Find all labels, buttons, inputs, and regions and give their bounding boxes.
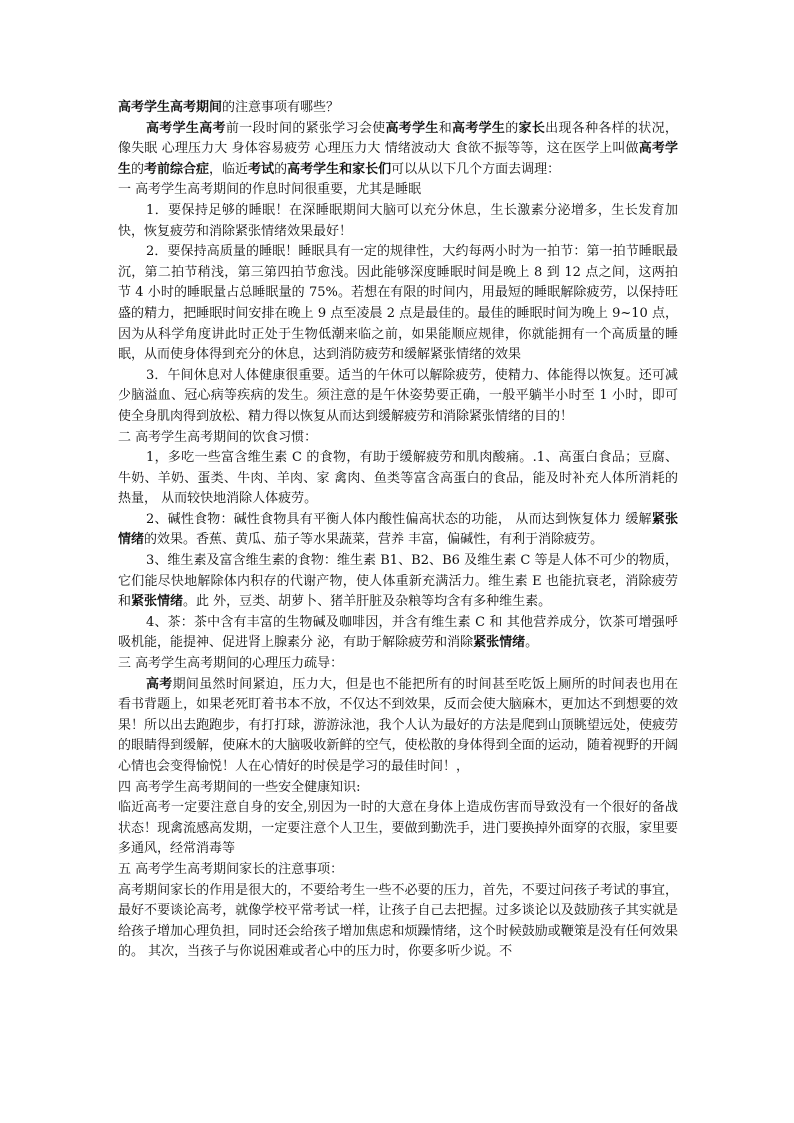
section-2-paragraph [118, 613, 678, 654]
intro-bold: 家长 [518, 120, 546, 136]
section-1-paragraph: 2．要保持高质量的睡眠！睡眠具有一定的规律性，大约每两小时为一拍节：第一拍节睡眠最沉，第二拍节稍浅，第三第四拍节愈浅。因此能够深度睡眠时间是晚上 8 到 12 点之间，这两拍节 4 小时的睡眠量占总睡眠量的 75%。若想在有限的时间内，用最短的睡眠解除疲劳，以保持旺盛的精力，把睡眠时间安排在晚上 9 点至凌晨 2 点是最佳的。最佳的睡眠时间为晚上 9~10 点，因为从科学角度讲此时正处于生物低潮来临之前，如果能顺应规律，你就能拥有一个高质量的睡眠，从而使身体得到充分的休息，达到消防疲劳和缓解紧张情绪的效果 [118, 244, 678, 363]
paragraph-text: 4、茶：茶中含有丰富的生物碱及咖啡因，并含有维生素 C 和 其他营养成分，饮茶可增强呼吸机能，能提神、促进肾上腺素分 泌，有助于解除疲劳和消除 [118, 614, 678, 651]
section-1-paragraph: 1．要保持足够的睡眠！在深睡眠期间大脑可以充分休息，生长激素分泌增多，生长发育加快，恢复疲劳和消除紧张情绪效果最好！ [118, 202, 678, 239]
intro-bold: 高考学生 [118, 141, 678, 177]
title-rest: 的注意事项有哪些？ [222, 100, 340, 115]
paragraph-text: 2、碱性食物：碱性食物具有平衡人体内酸性偏高状态的功能， 从而达到恢复体力 缓解 [146, 511, 652, 527]
section-5-heading: 五 高考学生高考期间家长的注意事项： [118, 861, 344, 877]
title-bold: 高考学生高考期间 [118, 100, 223, 115]
section-3-paragraph [118, 675, 678, 778]
section-2-heading: 二 高考学生高考期间的饮食习惯： [118, 429, 318, 445]
section-4-heading: 四 高考学生高考期间的一些安全健康知识: [118, 779, 361, 795]
intro-text: 的 [131, 161, 145, 177]
paragraph-text: 。 [525, 635, 539, 651]
intro-paragraph [118, 119, 678, 181]
section-5-paragraph: 高考期间家长的作用是很大的，不要给考生一些不必要的压力，首先，不要过问孩子考试的事宜，最好不要谈论高考，就像学校平常考试一样，让孩子自己去把握。过多谈论以及鼓励孩子其实就是给孩子增加心理负担，同时还会给孩子增加焦虑和烦躁情绪，这个时候鼓励或鞭策是没有任何效果的。 其次，当孩子与你说困难或者心中的压力时，你要多听少说。不 [118, 882, 678, 960]
paragraph-text: 的效果。香蕉、黄瓜、茄子等水果蔬菜，营养 丰富，偏碱性，有利于消除疲劳。 [144, 532, 604, 548]
intro-text: 的 [505, 120, 519, 136]
paragraph-text: 。此 外，豆类、胡萝卜、猪羊肝脏及杂粮等均含有多种维生素。 [183, 594, 552, 610]
paragraph-bold: 紧张情绪 [473, 635, 526, 651]
intro-bold: 高考学生高考 [146, 120, 226, 136]
section-2-paragraph [118, 551, 678, 613]
section-3-heading: 三 高考学生高考期间的心理压力疏导： [118, 656, 344, 672]
section-2-paragraph [118, 510, 678, 551]
intro-text: 的 [274, 161, 288, 177]
section-2-paragraph: 1，多吃一些富含维生素 C 的食物，有助于缓解疲劳和肌肉酸痛。.1、高蛋白食品；豆腐、牛奶、羊奶、蛋类、牛肉、羊肉、家 禽肉、鱼类等富含高蛋白的食品，能及时补充人体所消耗的热量， 从而较快地消除人体疲劳。 [118, 450, 678, 507]
intro-text: 可以从以下几个方面去调理： [391, 161, 561, 177]
paragraph-text: 期间虽然时间紧迫，压力大，但是也不能把所有的时间甚至吃饭上厕所的时间表也用在看书背题上，如果老死盯着书本不放，不仅达不到效果，反而会使大脑麻木，更加达不到想要的效果！所以出去跑跑步，有打打球，游游泳池，我个人认为最好的方法是爬到山顶眺望远处，使疲劳的眼睛得到缓解，使麻木的大脑吸收新鲜的空气，使松散的身体得到全面的运动，随着视野的开阔心情也会变得愉悦！人在心情好的时侯是学习的最佳时间！， [118, 676, 678, 774]
section-1-paragraph: 3．午间休息对人体健康很重要。适当的午休可以解除疲劳，使精力、体能得以恢复。还可减少脑溢血、冠心病等疾病的发生。须注意的是午休姿势要正确，一般平躺半小时至 1 小时，即可使全身肌肉得到放松、精力得以恢复从而达到缓解疲劳和消除紧张情绪的目的！ [118, 367, 678, 424]
document-page [118, 98, 678, 963]
intro-text: 和 [438, 120, 453, 136]
intro-text: 出现各种各样的状况，像失眠 心理压力大 身体容易疲劳 心理压力大 情绪波动大 食欲不振等等，这在医学上叫做 [118, 120, 678, 157]
intro-bold: 考试 [248, 161, 275, 177]
section-4-paragraph: 临近高考一定要注意自身的安全,别因为一时的大意在身体上造成伤害而导致没有一个很好的备战状态！现禽流感高发期，一定要注意个人卫生，要做到勤洗手，进门要换掉外面穿的衣服，家里要多通风，经常消毒等 [118, 800, 678, 857]
intro-bold: 高考学生 [385, 120, 439, 136]
paragraph-bold: 高考 [146, 676, 173, 692]
intro-text: 前一段时间的紧张学习会使 [225, 120, 386, 136]
intro-text: ，临近 [209, 161, 249, 177]
intro-bold: 考前综合症 [144, 161, 210, 177]
document-title [118, 98, 678, 119]
intro-bold: 高考学生 [452, 120, 506, 136]
paragraph-bold: 紧张情绪 [118, 511, 678, 548]
paragraph-text: 3、维生素及富含维生素的食物：维生素 B1、B2、B6 及维生素 C 等是人体不可少的物质，它们能尽快地解除体内积存的代谢产物，使人体重新充满活力。维生素 E 也能抗衰老，消除疲劳和 [118, 553, 678, 610]
intro-bold: 高考学生和家长们 [287, 161, 392, 177]
paragraph-bold: 紧张情绪 [131, 594, 184, 610]
section-1-heading: 一 高考学生高考期间的作息时间很重要，尤其是睡眠 [118, 182, 422, 198]
